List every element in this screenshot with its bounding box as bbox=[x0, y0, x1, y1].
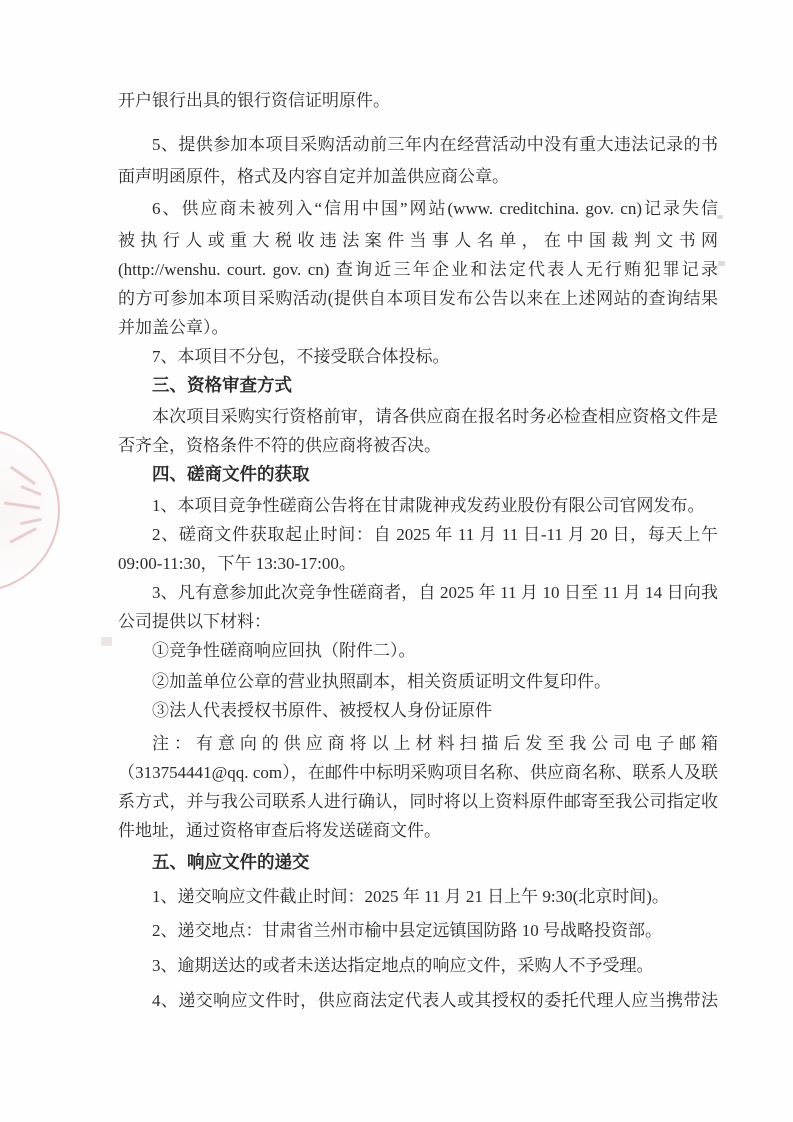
doc-line: 5、提供参加本项目采购活动前三年内在经营活动中没有重大违法记录的书 bbox=[152, 135, 718, 154]
scan-artifact bbox=[101, 637, 112, 646]
doc-line: 面声明函原件，格式及内容自定并加盖供应商公章。 bbox=[118, 167, 509, 186]
doc-line: 7、本项目不分包，不接受联合体投标。 bbox=[152, 347, 450, 366]
doc-line-item-1: ①竞争性磋商响应回执（附件二）。 bbox=[152, 641, 416, 660]
doc-line: 3、凡有意参加此次竞争性磋商者，自 2025 年 11 月 10 日至 11 月 14 日向我 bbox=[152, 583, 718, 602]
doc-line: 2、磋商文件获取起止时间：自 2025 年 11 月 11 日-11 月 20 日，每天上午 bbox=[152, 525, 718, 544]
doc-line: 2、递交地点：甘肃省兰州市榆中县定远镇国防路 10 号战略投资部。 bbox=[152, 921, 662, 940]
doc-line-item-2: ②加盖单位公章的营业执照副本，相关资质证明文件复印件。 bbox=[152, 672, 611, 691]
doc-line: 1、本项目竞争性磋商公告将在甘肃陇神戎发药业股份有限公司官网发布。 bbox=[152, 496, 705, 515]
doc-line: 被执行人或重大税收违法案件当事人名单，在中国裁判文书网 bbox=[118, 231, 718, 250]
doc-line: 3、逾期送达的或者未送达指定地点的响应文件，采购人不予受理。 bbox=[152, 956, 654, 975]
section-heading-4: 四、磋商文件的获取 bbox=[152, 464, 310, 484]
section-heading-3: 三、资格审查方式 bbox=[152, 375, 292, 395]
doc-line: 系方式，并与我公司联系人进行确认，同时将以上资料原件邮寄至我公司指定收 bbox=[118, 792, 718, 811]
section-heading-5: 五、响应文件的递交 bbox=[152, 852, 310, 872]
scan-artifact bbox=[718, 261, 725, 266]
doc-line: (http://wenshu. court. gov. cn) 查询近三年企业和法定代表人无行贿犯罪记录 bbox=[118, 260, 718, 279]
doc-line: 本次项目采购实行资格前审，请各供应商在报名时务必检查相应资格文件是 bbox=[152, 407, 718, 426]
doc-line: 6、供应商未被列入“信用中国”网站(www. creditchina. gov. cn)记录失信 bbox=[152, 199, 718, 218]
doc-line: 1、递交响应文件截止时间：2025 年 11 月 21 日上午 9:30(北京时间)。 bbox=[152, 887, 669, 906]
doc-line-item-3: ③法人代表授权书原件、被授权人身份证原件 bbox=[152, 701, 492, 720]
doc-line: 开户银行出具的银行资信证明原件。 bbox=[118, 91, 390, 110]
doc-line: 否齐全，资格条件不符的供应商将被否决。 bbox=[118, 436, 441, 455]
stamp-seal-icon bbox=[0, 428, 60, 592]
doc-line: 09:00-11:30，下午 13:30-17:00。 bbox=[118, 554, 356, 573]
document-body bbox=[118, 86, 718, 1015]
doc-line: 的方可参加本项目采购活动(提供自本项目发布公告以来在上述网站的查询结果 bbox=[118, 289, 718, 308]
doc-line: 件地址，通过资格审查后将发送磋商文件。 bbox=[118, 821, 441, 840]
doc-line-note: 注：有意向的供应商将以上材料扫描后发至我公司电子邮箱 bbox=[152, 734, 718, 753]
doc-line: 4、递交响应文件时，供应商法定代表人或其授权的委托代理人应当携带法 bbox=[152, 991, 718, 1010]
doc-line: 公司提供以下材料： bbox=[118, 612, 271, 631]
doc-line: 并加盖公章）。 bbox=[118, 318, 229, 337]
doc-line: （313754441@qq. com），在邮件中标明采购项目名称、供应商名称、联系人及联 bbox=[118, 763, 718, 782]
